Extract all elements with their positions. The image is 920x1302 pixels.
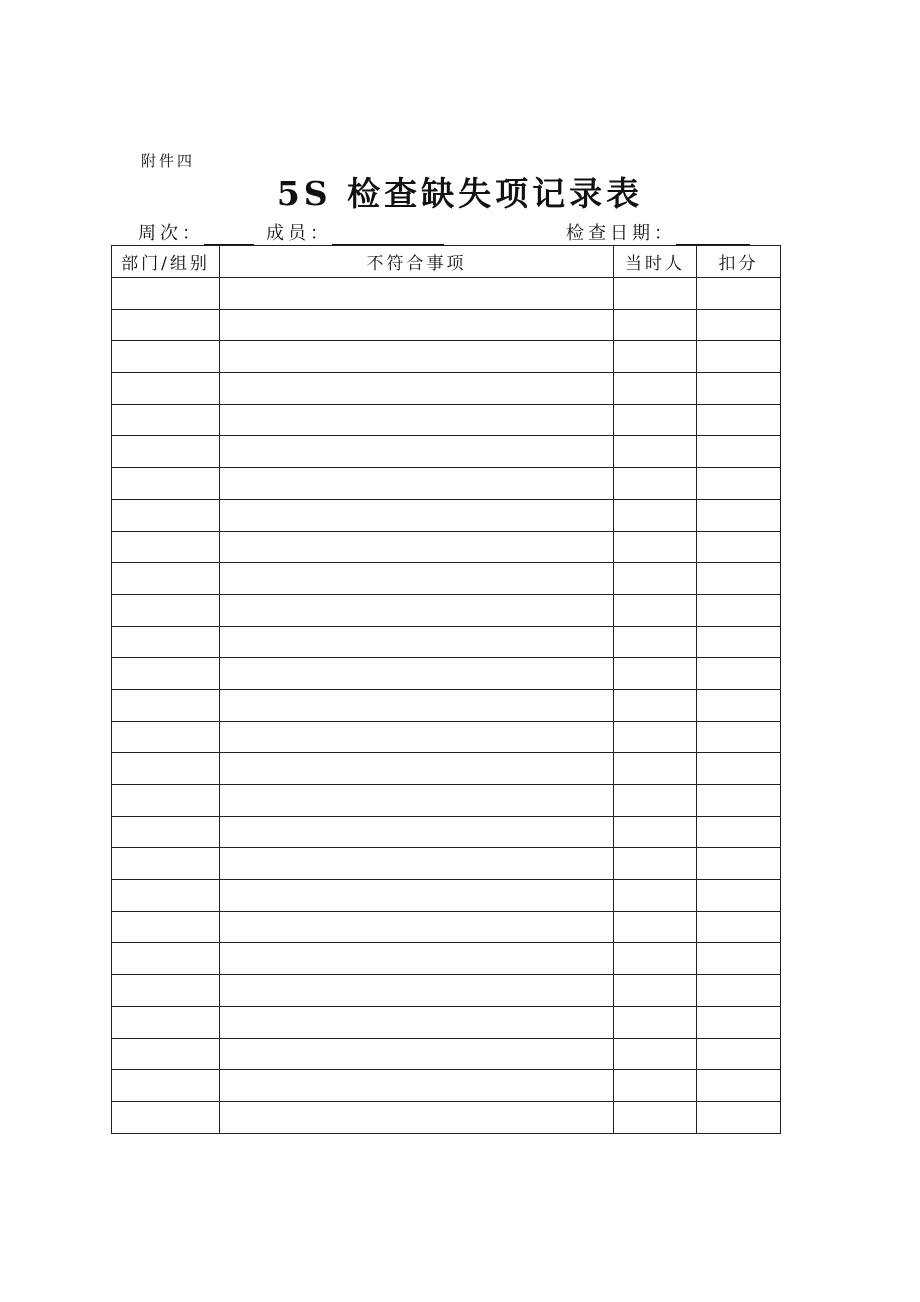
cell-department[interactable]	[112, 880, 220, 912]
table-body	[112, 278, 781, 1134]
cell-nonconformity[interactable]	[220, 309, 614, 341]
attachment-label: 附件四	[141, 152, 196, 170]
members-label: 成员：	[266, 223, 332, 244]
table-row	[112, 816, 781, 848]
cell-responsible-person[interactable]	[614, 911, 697, 943]
cell-nonconformity[interactable]	[220, 278, 614, 310]
cell-department[interactable]	[112, 753, 220, 785]
cell-deduction[interactable]	[697, 373, 781, 405]
cell-department[interactable]	[112, 531, 220, 563]
cell-responsible-person[interactable]	[614, 1038, 697, 1070]
cell-responsible-person[interactable]	[614, 943, 697, 975]
cell-deduction[interactable]	[697, 404, 781, 436]
cell-deduction[interactable]	[697, 1101, 781, 1133]
cell-deduction[interactable]	[697, 531, 781, 563]
cell-deduction[interactable]	[697, 943, 781, 975]
cell-responsible-person[interactable]	[614, 278, 697, 310]
cell-department[interactable]	[112, 785, 220, 817]
cell-department[interactable]	[112, 563, 220, 595]
cell-nonconformity[interactable]	[220, 468, 614, 500]
cell-deduction[interactable]	[697, 499, 781, 531]
cell-department[interactable]	[112, 816, 220, 848]
table-row	[112, 594, 781, 626]
cell-nonconformity[interactable]	[220, 626, 614, 658]
cell-department[interactable]	[112, 943, 220, 975]
table-header-row	[112, 246, 781, 278]
cell-deduction[interactable]	[697, 658, 781, 690]
table-row	[112, 499, 781, 531]
cell-nonconformity[interactable]	[220, 1070, 614, 1102]
cell-nonconformity[interactable]	[220, 1101, 614, 1133]
cell-deduction[interactable]	[697, 468, 781, 500]
date-blank	[676, 224, 750, 245]
cell-responsible-person[interactable]	[614, 594, 697, 626]
week-label: 周次：	[138, 223, 204, 244]
cell-responsible-person[interactable]	[614, 1006, 697, 1038]
cell-department[interactable]	[112, 499, 220, 531]
table-row	[112, 658, 781, 690]
cell-department[interactable]	[112, 436, 220, 468]
week-blank	[204, 224, 254, 245]
cell-department[interactable]	[112, 1006, 220, 1038]
cell-deduction[interactable]	[697, 911, 781, 943]
cell-responsible-person[interactable]	[614, 721, 697, 753]
cell-responsible-person[interactable]	[614, 373, 697, 405]
cell-department[interactable]	[112, 341, 220, 373]
cell-nonconformity[interactable]	[220, 499, 614, 531]
table-row	[112, 309, 781, 341]
cell-responsible-person[interactable]	[614, 658, 697, 690]
cell-deduction[interactable]	[697, 753, 781, 785]
record-table	[111, 245, 781, 1134]
cell-deduction[interactable]	[697, 689, 781, 721]
cell-nonconformity[interactable]	[220, 943, 614, 975]
cell-department[interactable]	[112, 626, 220, 658]
date-label: 检查日期：	[566, 223, 676, 244]
cell-department[interactable]	[112, 721, 220, 753]
cell-nonconformity[interactable]	[220, 721, 614, 753]
cell-department[interactable]	[112, 468, 220, 500]
cell-deduction[interactable]	[697, 975, 781, 1007]
cell-nonconformity[interactable]	[220, 658, 614, 690]
table-row	[112, 436, 781, 468]
cell-nonconformity[interactable]	[220, 373, 614, 405]
cell-responsible-person[interactable]	[614, 848, 697, 880]
cell-deduction[interactable]	[697, 436, 781, 468]
cell-nonconformity[interactable]	[220, 404, 614, 436]
table-row	[112, 563, 781, 595]
cell-department[interactable]	[112, 848, 220, 880]
page-title: 5S 检查缺失项记录表	[276, 174, 644, 213]
cell-department[interactable]	[112, 689, 220, 721]
cell-department[interactable]	[112, 1101, 220, 1133]
table-row	[112, 341, 781, 373]
cell-department[interactable]	[112, 309, 220, 341]
cell-nonconformity[interactable]	[220, 531, 614, 563]
cell-nonconformity[interactable]	[220, 975, 614, 1007]
table-row	[112, 880, 781, 912]
cell-responsible-person[interactable]	[614, 975, 697, 1007]
cell-deduction[interactable]	[697, 309, 781, 341]
cell-nonconformity[interactable]	[220, 816, 614, 848]
table-row	[112, 785, 781, 817]
cell-nonconformity[interactable]	[220, 848, 614, 880]
table-row	[112, 531, 781, 563]
cell-responsible-person[interactable]	[614, 436, 697, 468]
cell-deduction[interactable]	[697, 594, 781, 626]
cell-responsible-person[interactable]	[614, 626, 697, 658]
cell-responsible-person[interactable]	[614, 499, 697, 531]
cell-nonconformity[interactable]	[220, 563, 614, 595]
cell-responsible-person[interactable]	[614, 309, 697, 341]
cell-department[interactable]	[112, 1038, 220, 1070]
cell-responsible-person[interactable]	[614, 531, 697, 563]
cell-nonconformity[interactable]	[220, 594, 614, 626]
cell-nonconformity[interactable]	[220, 785, 614, 817]
cell-nonconformity[interactable]	[220, 753, 614, 785]
date-field	[566, 219, 750, 245]
cell-department[interactable]	[112, 373, 220, 405]
cell-deduction[interactable]	[697, 1070, 781, 1102]
cell-nonconformity[interactable]	[220, 911, 614, 943]
cell-responsible-person[interactable]	[614, 880, 697, 912]
cell-nonconformity[interactable]	[220, 436, 614, 468]
cell-responsible-person[interactable]	[614, 785, 697, 817]
cell-deduction[interactable]	[697, 563, 781, 595]
table-row	[112, 975, 781, 1007]
table-row	[112, 373, 781, 405]
table-row	[112, 1038, 781, 1070]
cell-department[interactable]	[112, 975, 220, 1007]
cell-department[interactable]	[112, 278, 220, 310]
table-row	[112, 721, 781, 753]
week-field	[138, 219, 254, 245]
members-blank	[332, 224, 444, 245]
header-nonconformity: 不符合事项	[220, 246, 614, 278]
cell-deduction[interactable]	[697, 816, 781, 848]
cell-deduction[interactable]	[697, 880, 781, 912]
cell-responsible-person[interactable]	[614, 341, 697, 373]
cell-department[interactable]	[112, 911, 220, 943]
table-row	[112, 468, 781, 500]
cell-responsible-person[interactable]	[614, 563, 697, 595]
cell-responsible-person[interactable]	[614, 468, 697, 500]
table-row	[112, 689, 781, 721]
table-row	[112, 1101, 781, 1133]
cell-nonconformity[interactable]	[220, 880, 614, 912]
cell-deduction[interactable]	[697, 848, 781, 880]
table-row	[112, 1070, 781, 1102]
members-field	[266, 219, 444, 245]
cell-deduction[interactable]	[697, 341, 781, 373]
cell-responsible-person[interactable]	[614, 1101, 697, 1133]
header-department: 部门/组别	[112, 246, 220, 278]
cell-nonconformity[interactable]	[220, 1038, 614, 1070]
header-deduction: 扣分	[697, 246, 781, 278]
table-row	[112, 911, 781, 943]
cell-deduction[interactable]	[697, 278, 781, 310]
header-responsible-person: 当时人	[614, 246, 697, 278]
cell-deduction[interactable]	[697, 1006, 781, 1038]
cell-deduction[interactable]	[697, 785, 781, 817]
table-row	[112, 848, 781, 880]
cell-nonconformity[interactable]	[220, 689, 614, 721]
table-row	[112, 753, 781, 785]
table-row	[112, 1006, 781, 1038]
cell-department[interactable]	[112, 1070, 220, 1102]
cell-deduction[interactable]	[697, 626, 781, 658]
cell-nonconformity[interactable]	[220, 1006, 614, 1038]
cell-responsible-person[interactable]	[614, 689, 697, 721]
table-row	[112, 943, 781, 975]
cell-responsible-person[interactable]	[614, 816, 697, 848]
table-row	[112, 278, 781, 310]
cell-deduction[interactable]	[697, 1038, 781, 1070]
cell-department[interactable]	[112, 658, 220, 690]
cell-responsible-person[interactable]	[614, 404, 697, 436]
cell-responsible-person[interactable]	[614, 753, 697, 785]
cell-department[interactable]	[112, 404, 220, 436]
table-row	[112, 626, 781, 658]
cell-department[interactable]	[112, 594, 220, 626]
cell-deduction[interactable]	[697, 721, 781, 753]
table-row	[112, 404, 781, 436]
cell-responsible-person[interactable]	[614, 1070, 697, 1102]
cell-nonconformity[interactable]	[220, 341, 614, 373]
